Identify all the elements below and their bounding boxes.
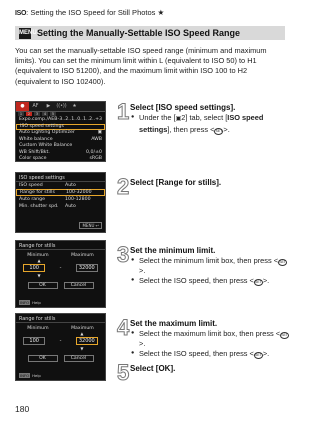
menu-row-selected: Range for stills 100-32000 bbox=[16, 189, 105, 196]
menu-row: ISO speed Auto bbox=[19, 183, 76, 188]
menu-row: Custom White Balance bbox=[19, 143, 73, 148]
menu-screenshot-iso-settings bbox=[15, 172, 106, 233]
subtab-4: 4 bbox=[43, 112, 47, 116]
set-button-icon: SET bbox=[215, 128, 223, 133]
down-arrow-icon: ▼ bbox=[80, 346, 84, 351]
minimum-label: Minimum bbox=[27, 326, 49, 331]
maximum-label: Maximum bbox=[71, 326, 94, 331]
range-screenshot-minimum: Range for stills Minimum Maximum ▲ 100 - 32000 ▼ OK Cancel INFO Help bbox=[15, 240, 106, 308]
step-number: 3 bbox=[117, 242, 130, 267]
step-bullet: ● Select the ISO speed, then press <SET>. bbox=[130, 349, 292, 359]
step-bullet: ● Select the maximum limit box, then press <SET>. bbox=[130, 329, 292, 349]
minimum-label: Minimum bbox=[27, 253, 49, 258]
page-header bbox=[15, 8, 164, 17]
subtab-5: 5 bbox=[51, 112, 55, 116]
cancel-button: Cancel bbox=[64, 282, 94, 289]
maximum-box: 32000 bbox=[76, 337, 98, 345]
menu-screenshot-shooting bbox=[15, 101, 106, 162]
step-number: 5 bbox=[117, 360, 130, 385]
menu-row-selected: ISO speed settings bbox=[16, 124, 105, 131]
menu-row: Auto range 100-12800 bbox=[19, 197, 91, 202]
step-heading: Set the minimum limit. bbox=[130, 246, 216, 255]
menu-row: WB Shift/Bkt. 0,0/±0 bbox=[19, 149, 102, 155]
screen-title: Range for stills bbox=[16, 314, 105, 323]
ok-button: OK bbox=[28, 355, 58, 362]
help-label: Help bbox=[32, 300, 41, 305]
step-3 bbox=[117, 242, 292, 286]
up-arrow-icon: ▲ bbox=[37, 258, 41, 263]
menu-icon: MENU bbox=[19, 28, 31, 39]
step-heading: Select [ISO speed settings]. bbox=[130, 103, 236, 112]
screen-title: ISO speed settings bbox=[16, 173, 105, 182]
section-heading bbox=[15, 26, 285, 40]
menu-row: Expo.comp./AEB -3..2..1..0..1..2..+3 bbox=[19, 117, 102, 122]
maximum-label: Maximum bbox=[71, 253, 94, 258]
step-bullet: ● Select the minimum limit box, then press <SET>. bbox=[130, 256, 292, 276]
tab-playback-icon: ▶ bbox=[46, 104, 51, 109]
menu-tabs bbox=[16, 102, 105, 112]
step-number: 2 bbox=[117, 174, 130, 199]
subtab-1: 1 bbox=[19, 112, 23, 116]
down-arrow-icon: ▼ bbox=[37, 273, 41, 278]
set-button-icon: SET bbox=[281, 333, 288, 337]
step-bullet: ● Select the ISO speed, then press <SET>. bbox=[130, 276, 292, 286]
subtab-3: 3 bbox=[35, 112, 39, 116]
intro-paragraph: You can set the manually-settable ISO speed range (minimum and maximum limits). You can set the minimum limit within L (equivalent to ISO 50) to H1 (equivalent to ISO 51200), and the maximum limit within ISO 100 to H2 (equivalent to ISO 102400). bbox=[15, 46, 267, 86]
step-heading: Set the maximum limit. bbox=[130, 319, 218, 328]
page-number: 180 bbox=[15, 404, 30, 414]
menu-back-icon: MENU ↩ bbox=[79, 222, 102, 229]
step-2 bbox=[117, 174, 292, 199]
tab-shooting-icon: ● bbox=[16, 102, 29, 111]
info-icon: INFO bbox=[20, 300, 30, 305]
step-number: 4 bbox=[117, 315, 130, 340]
header-text: : Setting the ISO Speed for Still Photos ★ bbox=[26, 8, 165, 17]
iso-icon: ISO bbox=[15, 10, 27, 17]
tab-af: AF bbox=[32, 104, 39, 109]
step-1 bbox=[117, 99, 292, 135]
maximum-box: 32000 bbox=[76, 264, 98, 272]
step-heading: Select [Range for stills]. bbox=[130, 178, 222, 187]
ok-button: OK bbox=[28, 282, 58, 289]
menu-row: White balance AWB bbox=[19, 136, 102, 142]
tab-setup-icon: ((•)) bbox=[56, 104, 67, 109]
step-bullet: ● Under the [▣2] tab, select [ISO speed settings], then press <SET>. bbox=[130, 113, 292, 135]
tab-mymenu-icon: ★ bbox=[72, 104, 77, 109]
cancel-button: Cancel bbox=[64, 355, 94, 362]
menu-row: Color space sRGB bbox=[19, 156, 102, 161]
menu-row: Min. shutter spd. Auto bbox=[19, 204, 76, 209]
info-icon: INFO bbox=[20, 373, 30, 378]
step-5 bbox=[117, 360, 292, 385]
screen-title: Range for stills bbox=[16, 241, 105, 250]
minimum-box: 100 bbox=[23, 264, 45, 272]
set-button-icon: SET bbox=[255, 352, 262, 357]
step-4 bbox=[117, 315, 292, 359]
section-title: Setting the Manually-Settable ISO Speed Range bbox=[37, 28, 241, 38]
set-button-icon: SET bbox=[279, 260, 286, 264]
step-heading: Select [OK]. bbox=[130, 364, 176, 373]
range-screenshot-maximum: Range for stills Minimum Maximum ▲ 100 - 32000 ▼ OK Cancel INFO Help bbox=[15, 313, 106, 381]
camera-icon: ▣ bbox=[175, 116, 182, 122]
subtab-2: 2 bbox=[27, 112, 31, 116]
help-label: Help bbox=[32, 373, 41, 378]
set-button-icon: SET bbox=[255, 279, 262, 284]
step-number: 1 bbox=[117, 99, 130, 124]
minimum-box: 100 bbox=[23, 337, 45, 345]
up-arrow-icon: ▲ bbox=[80, 331, 84, 336]
menu-row: Auto Lighting Optimizer ▣ bbox=[19, 130, 102, 135]
